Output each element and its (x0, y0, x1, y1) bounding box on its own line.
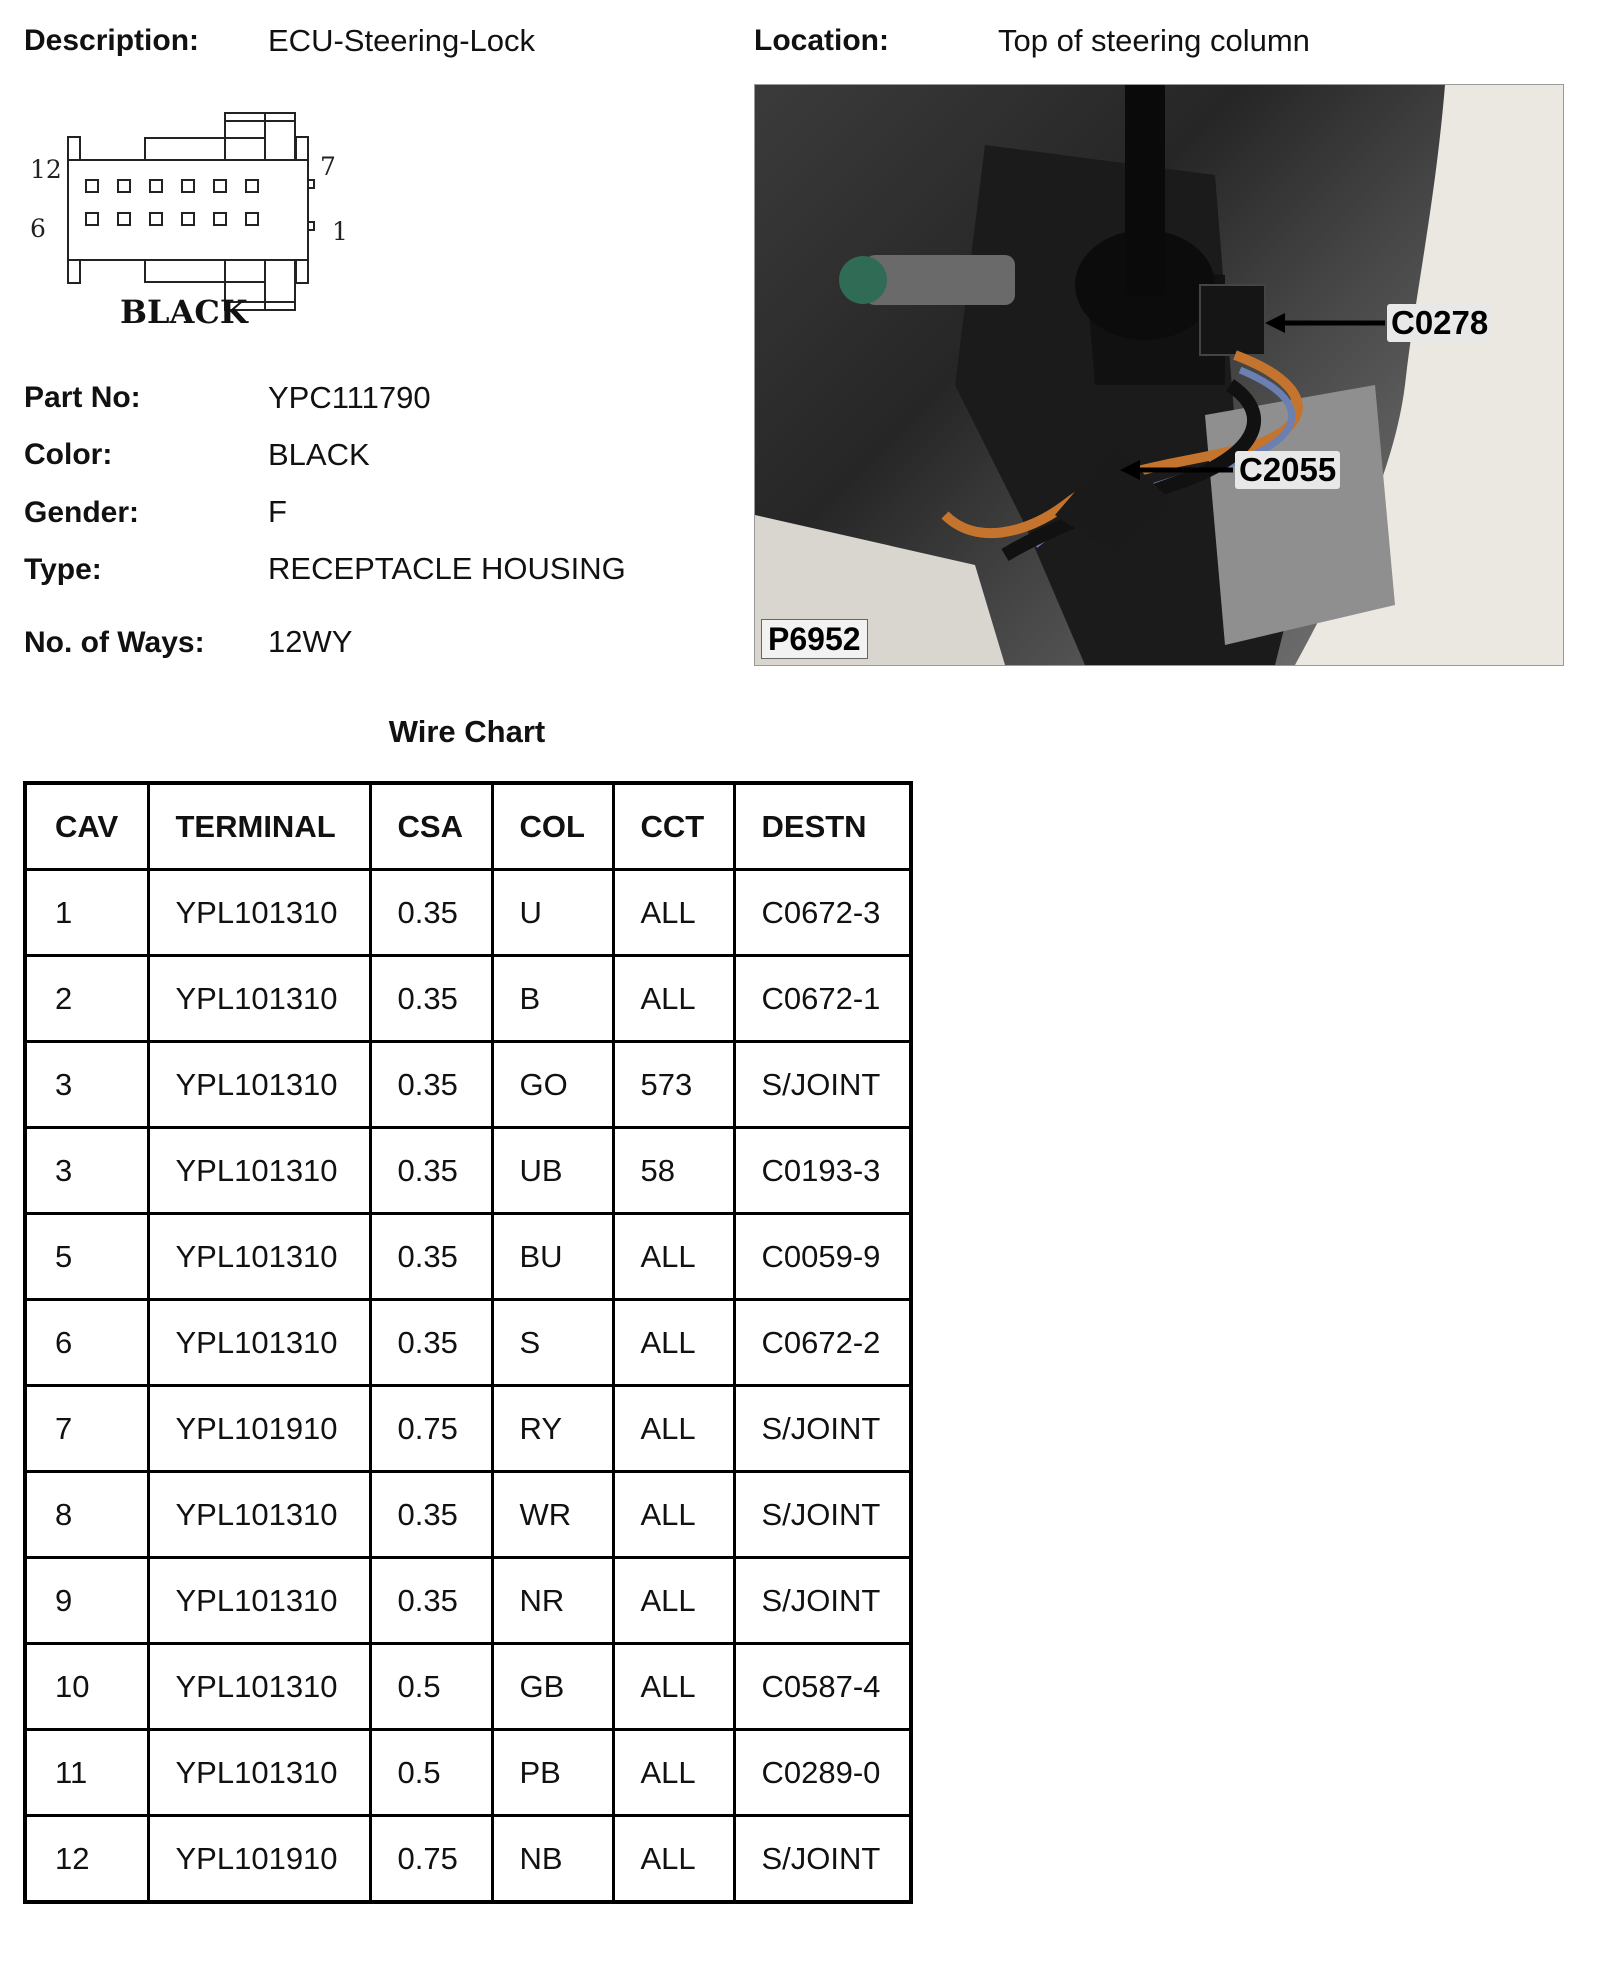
pin-cavity (86, 213, 98, 225)
cell-cct: ALL (613, 1214, 734, 1300)
cell-cav: 11 (25, 1730, 148, 1816)
cell-cav: 2 (25, 956, 148, 1042)
cell-terminal: YPL101910 (148, 1816, 370, 1903)
pin-cavity (118, 213, 130, 225)
location-value: Top of steering column (998, 23, 1310, 58)
table-row (25, 1558, 911, 1644)
cell-destn: C0587-4 (734, 1644, 911, 1730)
color-value: BLACK (268, 437, 370, 472)
cell-cct: ALL (613, 956, 734, 1042)
cell-col: S (492, 1300, 613, 1386)
cell-csa: 0.5 (370, 1644, 492, 1730)
pin-cavity (86, 180, 98, 192)
cell-destn: S/JOINT (734, 1042, 911, 1128)
description-value: ECU-Steering-Lock (268, 23, 536, 58)
pin-label-1: 1 (332, 217, 348, 246)
pin-label-6: 6 (30, 214, 46, 243)
table-row (25, 1730, 911, 1816)
cell-col: RY (492, 1386, 613, 1472)
callout-c0278: C0278 (1387, 304, 1492, 342)
cell-csa: 0.35 (370, 870, 492, 956)
cell-terminal: YPL101310 (148, 1644, 370, 1730)
cell-cav: 1 (25, 870, 148, 956)
cell-col: UB (492, 1128, 613, 1214)
pin-label-7: 7 (320, 152, 336, 181)
pin-cavity (214, 180, 226, 192)
cell-terminal: YPL101310 (148, 1730, 370, 1816)
table-row (25, 1816, 911, 1903)
gender-label: Gender: (24, 496, 140, 529)
wire-chart-title: Wire Chart (388, 714, 546, 749)
pin-cavity (246, 180, 258, 192)
cell-cav: 5 (25, 1214, 148, 1300)
cell-cav: 10 (25, 1644, 148, 1730)
column-header-col: COL (492, 783, 613, 870)
cell-cav: 7 (25, 1386, 148, 1472)
wire-chart-table (23, 781, 913, 1904)
cell-csa: 0.75 (370, 1386, 492, 1472)
table-row (25, 1300, 911, 1386)
cell-col: GB (492, 1644, 613, 1730)
cell-destn: S/JOINT (734, 1816, 911, 1903)
cell-cct: ALL (613, 1386, 734, 1472)
cell-destn: C0193-3 (734, 1128, 911, 1214)
cell-cav: 3 (25, 1128, 148, 1214)
pin-cavity (182, 180, 194, 192)
cell-destn: S/JOINT (734, 1558, 911, 1644)
color-label: Color: (24, 438, 113, 471)
cell-csa: 0.35 (370, 1128, 492, 1214)
part-no-label: Part No: (24, 381, 141, 414)
callout-c2055: C2055 (1235, 451, 1340, 489)
ways-value: 12WY (268, 624, 353, 659)
part-no-value: YPC111790 (268, 380, 431, 415)
column-header-cct: CCT (613, 783, 734, 870)
location-photo (754, 84, 1564, 666)
column-header-terminal: TERMINAL (148, 783, 370, 870)
table-row (25, 1214, 911, 1300)
cell-cav: 9 (25, 1558, 148, 1644)
cell-cct: ALL (613, 1558, 734, 1644)
cell-col: WR (492, 1472, 613, 1558)
cell-cct: ALL (613, 1472, 734, 1558)
pin-cavity (150, 180, 162, 192)
description-label: Description: (24, 24, 200, 57)
cell-cct: 573 (613, 1042, 734, 1128)
cell-csa: 0.35 (370, 1042, 492, 1128)
column-header-cav: CAV (25, 783, 148, 870)
gender-value: F (268, 494, 287, 529)
cell-csa: 0.35 (370, 1300, 492, 1386)
pin-cavity (118, 180, 130, 192)
cell-cav: 6 (25, 1300, 148, 1386)
column-header-csa: CSA (370, 783, 492, 870)
cell-destn: C0672-2 (734, 1300, 911, 1386)
table-header-row (25, 783, 911, 870)
cell-csa: 0.5 (370, 1730, 492, 1816)
cell-cav: 8 (25, 1472, 148, 1558)
cell-csa: 0.35 (370, 1472, 492, 1558)
table-row (25, 870, 911, 956)
cell-cct: 58 (613, 1128, 734, 1214)
cell-destn: C0672-1 (734, 956, 911, 1042)
table-row (25, 1042, 911, 1128)
cell-terminal: YPL101310 (148, 1472, 370, 1558)
cell-cav: 12 (25, 1816, 148, 1903)
table-row (25, 1472, 911, 1558)
cell-csa: 0.35 (370, 1558, 492, 1644)
cell-terminal: YPL101310 (148, 1128, 370, 1214)
cell-csa: 0.75 (370, 1816, 492, 1903)
cell-terminal: YPL101310 (148, 956, 370, 1042)
cell-cav: 3 (25, 1042, 148, 1128)
cell-destn: S/JOINT (734, 1386, 911, 1472)
cell-col: NR (492, 1558, 613, 1644)
cell-terminal: YPL101310 (148, 1558, 370, 1644)
pin-cavity (150, 213, 162, 225)
cell-col: NB (492, 1816, 613, 1903)
type-label: Type: (24, 553, 102, 586)
cell-cct: ALL (613, 1730, 734, 1816)
pin-cavity (214, 213, 226, 225)
cell-destn: S/JOINT (734, 1472, 911, 1558)
cell-cct: ALL (613, 1300, 734, 1386)
cell-cct: ALL (613, 870, 734, 956)
column-header-destn: DESTN (734, 783, 911, 870)
connector-color-label: BLACK (120, 293, 248, 331)
cell-terminal: YPL101310 (148, 1300, 370, 1386)
pin-label-12: 12 (30, 155, 62, 184)
cell-terminal: YPL101310 (148, 870, 370, 956)
cell-destn: C0672-3 (734, 870, 911, 956)
table-row (25, 1644, 911, 1730)
location-label: Location: (754, 24, 889, 57)
cell-terminal: YPL101310 (148, 1214, 370, 1300)
cell-col: U (492, 870, 613, 956)
cell-destn: C0289-0 (734, 1730, 911, 1816)
cell-csa: 0.35 (370, 1214, 492, 1300)
cell-cct: ALL (613, 1644, 734, 1730)
pin-cavity (246, 213, 258, 225)
photo-reference: P6952 (761, 619, 868, 659)
table-row (25, 1386, 911, 1472)
cell-csa: 0.35 (370, 956, 492, 1042)
cell-terminal: YPL101910 (148, 1386, 370, 1472)
type-value: RECEPTACLE HOUSING (268, 551, 626, 586)
cell-col: BU (492, 1214, 613, 1300)
table-row (25, 956, 911, 1042)
cell-destn: C0059-9 (734, 1214, 911, 1300)
cell-terminal: YPL101310 (148, 1042, 370, 1128)
cell-col: GO (492, 1042, 613, 1128)
cell-col: PB (492, 1730, 613, 1816)
cell-col: B (492, 956, 613, 1042)
cell-cct: ALL (613, 1816, 734, 1903)
pin-cavity (182, 213, 194, 225)
table-row (25, 1128, 911, 1214)
ways-label: No. of Ways: (24, 626, 205, 659)
connector-face-diagram (20, 105, 360, 335)
